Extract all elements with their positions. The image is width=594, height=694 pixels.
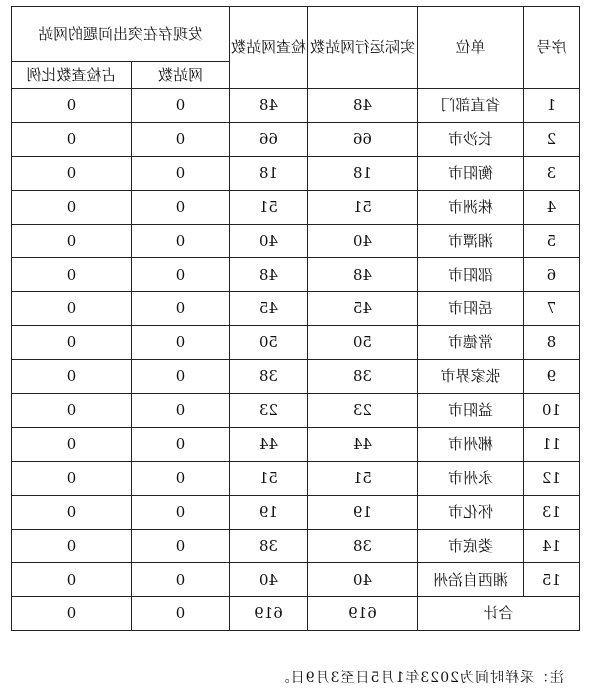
cell-ratio: 0 [11,461,131,495]
cell-ratio: 0 [11,360,131,394]
table-row [11,89,579,123]
cell-count: 0 [132,427,230,461]
sampling-note: 注：采样时间为2023年1月5日至3月9日。 [274,670,564,686]
header-row [11,7,579,62]
header-problem-ratio: 占检查数比例 [11,62,131,89]
cell-actual: 66 [308,122,418,156]
table-row [11,190,579,224]
cell-unit: 永州市 [418,461,524,495]
cell-seq: 2 [524,122,580,156]
table-row [11,156,579,190]
table-row [11,224,579,258]
cell-count: 0 [132,495,230,529]
cell-actual: 48 [308,258,418,292]
cell-checked: 66 [230,122,308,156]
cell-seq: 10 [524,394,580,428]
cell-checked: 45 [230,292,308,326]
cell-seq: 3 [524,156,580,190]
header-seq: 序号 [524,7,580,89]
cell-checked: 18 [230,156,308,190]
table-row [11,495,579,529]
cell-seq: 14 [524,529,580,563]
cell-count: 0 [132,156,230,190]
cell-unit: 湘潭市 [418,224,524,258]
cell-count: 0 [132,258,230,292]
table-row [11,122,579,156]
cell-unit: 岳阳市 [418,292,524,326]
cell-actual: 48 [308,89,418,123]
cell-unit: 邵阳市 [418,258,524,292]
cell-unit: 益阳市 [418,394,524,428]
total-count: 0 [132,597,230,631]
cell-checked: 40 [230,563,308,597]
header-problem-count: 网站数 [132,62,230,89]
total-label: 合计 [418,597,580,631]
cell-count: 0 [132,122,230,156]
cell-count: 0 [132,529,230,563]
cell-count: 0 [132,461,230,495]
cell-unit: 怀化市 [418,495,524,529]
cell-count: 0 [132,190,230,224]
cell-actual: 45 [308,292,418,326]
table-body [11,89,579,631]
cell-actual: 44 [308,427,418,461]
total-actual: 619 [308,597,418,631]
cell-actual: 23 [308,394,418,428]
cell-ratio: 0 [11,529,131,563]
cell-checked: 50 [230,326,308,360]
cell-seq: 1 [524,89,580,123]
cell-actual: 38 [308,529,418,563]
table-row [11,360,579,394]
table-row [11,461,579,495]
cell-checked: 23 [230,394,308,428]
table-row [11,326,579,360]
cell-ratio: 0 [11,563,131,597]
cell-unit: 衡阳市 [418,156,524,190]
cell-unit: 长沙市 [418,122,524,156]
cell-checked: 48 [230,89,308,123]
website-check-table [11,6,580,631]
cell-ratio: 0 [11,495,131,529]
cell-unit: 株洲市 [418,190,524,224]
header-checked: 检查网站数 [230,7,308,89]
table-row [11,563,579,597]
cell-checked: 51 [230,461,308,495]
table-row [11,292,579,326]
cell-ratio: 0 [11,258,131,292]
cell-seq: 11 [524,427,580,461]
cell-actual: 18 [308,156,418,190]
total-row [11,597,579,631]
cell-ratio: 0 [11,394,131,428]
cell-checked: 40 [230,224,308,258]
table-row [11,427,579,461]
cell-unit: 张家界市 [418,360,524,394]
cell-seq: 4 [524,190,580,224]
cell-unit: 湘西自治州 [418,563,524,597]
header-unit: 单位 [418,7,524,89]
cell-ratio: 0 [11,427,131,461]
cell-actual: 40 [308,563,418,597]
table-row [11,529,579,563]
cell-unit: 省直部门 [418,89,524,123]
cell-count: 0 [132,224,230,258]
cell-seq: 5 [524,224,580,258]
cell-ratio: 0 [11,156,131,190]
cell-ratio: 0 [11,292,131,326]
cell-actual: 38 [308,360,418,394]
cell-checked: 51 [230,190,308,224]
cell-seq: 6 [524,258,580,292]
table-row [11,258,579,292]
cell-unit: 郴州市 [418,427,524,461]
cell-count: 0 [132,292,230,326]
cell-count: 0 [132,563,230,597]
cell-count: 0 [132,326,230,360]
cell-actual: 51 [308,190,418,224]
cell-checked: 48 [230,258,308,292]
cell-checked: 38 [230,360,308,394]
cell-actual: 51 [308,461,418,495]
cell-seq: 8 [524,326,580,360]
cell-seq: 12 [524,461,580,495]
cell-unit: 常德市 [418,326,524,360]
cell-unit: 娄底市 [418,529,524,563]
cell-ratio: 0 [11,224,131,258]
cell-checked: 44 [230,427,308,461]
cell-ratio: 0 [11,89,131,123]
header-actual: 实际运行网站数 [308,7,418,89]
header-problem-group: 发现存在突出问题的网站 [11,7,229,62]
cell-count: 0 [132,89,230,123]
cell-count: 0 [132,394,230,428]
cell-count: 0 [132,360,230,394]
cell-ratio: 0 [11,122,131,156]
cell-actual: 50 [308,326,418,360]
cell-seq: 9 [524,360,580,394]
cell-seq: 7 [524,292,580,326]
table-row [11,394,579,428]
total-ratio: 0 [11,597,131,631]
cell-seq: 15 [524,563,580,597]
cell-checked: 38 [230,529,308,563]
cell-seq: 13 [524,495,580,529]
cell-actual: 19 [308,495,418,529]
cell-ratio: 0 [11,190,131,224]
cell-actual: 40 [308,224,418,258]
cell-ratio: 0 [11,326,131,360]
cell-checked: 19 [230,495,308,529]
total-checked: 619 [230,597,308,631]
